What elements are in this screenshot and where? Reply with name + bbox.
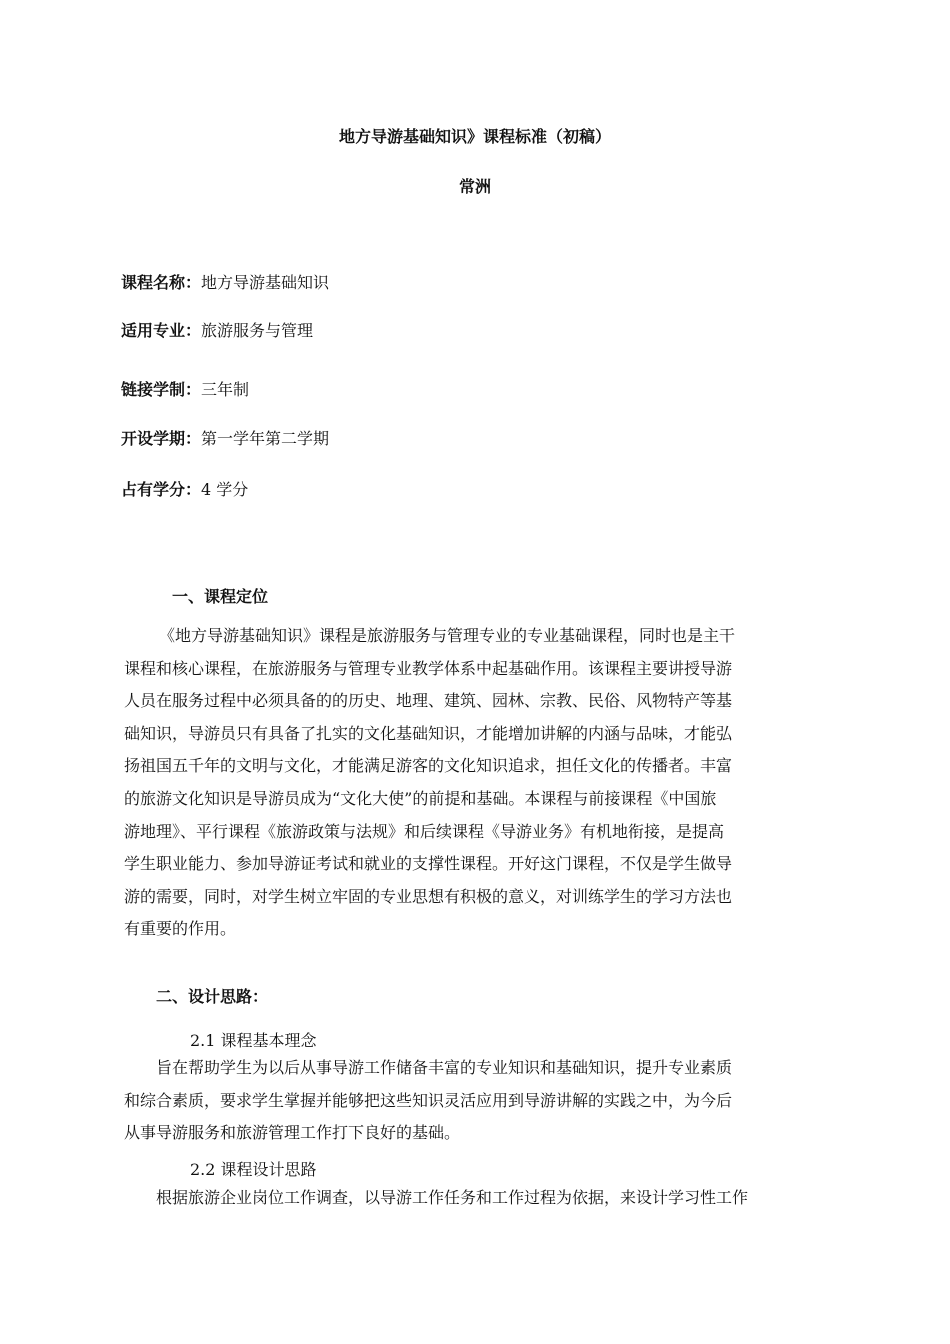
info-label: 课程名称： [121,273,202,292]
info-major [121,318,313,341]
info-value: 旅游服务与管理 [201,321,314,340]
paragraph-line: 课程和核心课程，在旅游服务与管理专业教学体系中起基础作用。该课程主要讲授导游 [124,658,733,678]
info-label: 适用专业： [121,321,202,340]
info-value: 4 学分 [201,480,249,499]
info-label: 开设学期： [121,429,202,448]
document-author: 常洲 [458,177,491,196]
document-title: 地方导游基础知识》课程标准（初稿） [338,127,611,146]
section2-1-paragraph [124,1052,830,1150]
paragraph-line: 人员在服务过程中必须具备的的历史、地理、建筑、园林、宗教、民俗、风物特产等基 [124,691,733,711]
info-semester [121,426,329,449]
info-label: 占有学分： [121,480,202,499]
paragraph-line: 扬祖国五千年的文明与文化，才能满足游客的文化知识追求，担任文化的传播者。丰富 [124,756,733,776]
paragraph-line: 根据旅游企业岗位工作调查，以导游工作任务和工作过程为依据，来设计学习性工作 [156,1188,749,1207]
info-school-system [121,377,249,400]
paragraph-line: 游的需要，同时，对学生树立牢固的专业思想有积极的意义，对训练学生的学习方法也 [124,886,733,906]
paragraph-line: 游地理》、平行课程《旅游政策与法规》和后续课程《导游业务》有机地衔接，是提高 [124,821,725,841]
paragraph-line: 的旅游文化知识是导游员成为“文化大使”的前提和基础。本课程与前接课程《中国旅 [124,788,717,808]
section1-paragraph [124,620,830,946]
info-value: 三年制 [201,380,250,399]
paragraph-line: 和综合素质，要求学生掌握并能够把这些知识灵活应用到导游讲解的实践之中，为今后 [124,1090,733,1110]
subsection-heading-concept: 2.1 课程基本理念 [190,1031,317,1050]
paragraph-line: 旨在帮助学生为以后从事导游工作储备丰富的专业知识和基础知识，提升专业素质 [156,1058,733,1077]
section-heading-positioning: 一、课程定位 [172,587,269,606]
info-value: 地方导游基础知识 [201,273,330,292]
section-heading-design: 二、设计思路： [156,987,269,1006]
paragraph-line: 从事导游服务和旅游管理工作打下良好的基础。 [124,1123,461,1143]
paragraph-line: 《地方导游基础知识》课程是旅游服务与管理专业的专业基础课程，同时也是主干 [159,626,736,645]
paragraph-line: 有重要的作用。 [124,919,237,939]
info-value: 第一学年第二学期 [201,429,330,448]
paragraph-line: 础知识，导游员只有具备了扎实的文化基础知识，才能增加讲解的内涵与品味，才能弘 [124,723,733,743]
info-course-name [121,270,329,293]
info-label: 链接学制： [121,380,202,399]
section2-2-paragraph [124,1182,830,1215]
subsection-heading-design-approach: 2.2 课程设计思路 [190,1160,317,1179]
paragraph-line: 学生职业能力、参加导游证考试和就业的支撑性课程。开好这门课程，不仅是学生做导 [124,854,733,874]
info-credits [121,477,248,500]
